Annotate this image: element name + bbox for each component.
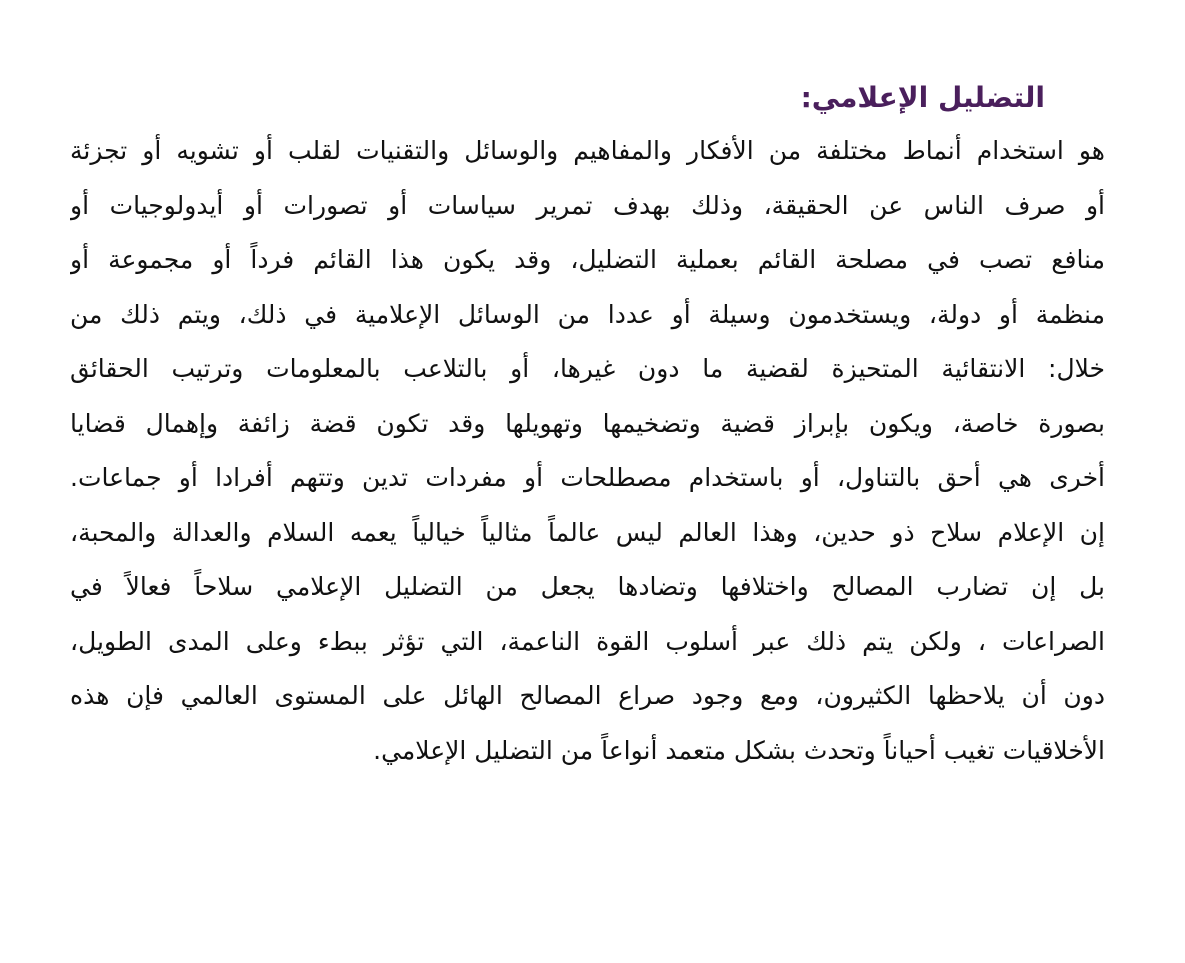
- paragraph-line: بل إن تضارب المصالح واختلافها وتضادها يجعل من التضليل الإعلامي سلاحاً فعالاً في: [70, 572, 1105, 601]
- paragraph-line: منافع تصب في مصلحة القائم بعملية التضليل، وقد يكون هذا القائم فرداً أو مجموعة أو: [70, 245, 1105, 274]
- paragraph-line: أو صرف الناس عن الحقيقة، وذلك بهدف تمرير سياسات أو تصورات أو أيدولوجيات أو: [70, 190, 1105, 220]
- document-body: [70, 124, 1105, 778]
- paragraph-line: هو استخدام أنماط مختلفة من الأفكار والمفاهيم والوسائل والتقنيات لقلب أو تشويه أو تجزئة: [70, 136, 1105, 165]
- paragraph-line-last: الأخلاقيات تغيب أحياناً وتحدث بشكل متعمد أنواعاً من التضليل الإعلامي.: [373, 735, 1105, 765]
- document-page: [70, 78, 1105, 778]
- paragraph-line: بصورة خاصة، ويكون بإبراز قضية وتضخيمها وتهويلها وقد تكون قضة زائفة وإهمال قضايا: [70, 408, 1105, 438]
- paragraph-line: الصراعات ، ولكن يتم ذلك عبر أسلوب القوة الناعمة، التي تؤثر ببطء وعلى المدى الطويل،: [70, 626, 1105, 656]
- paragraph-line: دون أن يلاحظها الكثيرون، ومع وجود صراع المصالح الهائل على المستوى العالمي فإن هذه: [70, 681, 1105, 710]
- paragraph-line: خلال: الانتقائية المتحيزة لقضية ما دون غيرها، أو بالتلاعب بالمعلومات وترتيب الحقائق: [70, 354, 1105, 383]
- document-heading: التضليل الإعلامي:: [800, 81, 1045, 114]
- paragraph-line: منظمة أو دولة، ويستخدمون وسيلة أو عددا من الوسائل الإعلامية في ذلك، ويتم ذلك من: [70, 299, 1105, 329]
- paragraph-line: إن الإعلام سلاح ذو حدين، وهذا العالم ليس عالماً مثالياً خيالياً يعمه السلام والعدالة والمحبة،: [70, 517, 1105, 547]
- paragraph-line: أخرى هي أحق بالتناول، أو باستخدام مصطلحات أو مفردات تدين وتتهم أفرادا أو جماعات.: [70, 463, 1105, 492]
